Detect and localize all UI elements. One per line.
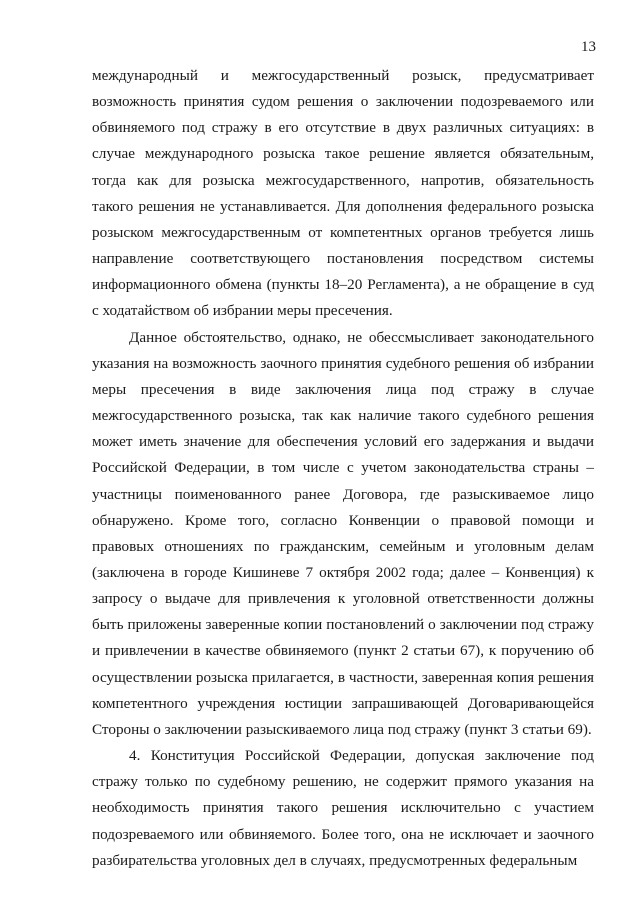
paragraph-continuation: международный и межгосударственный розыск, предусматривает возможность принятия судом решения о заключении подозреваемого или обвиняемого под стражу в его отсутствие в двух различных ситуациях: в случае международного розыска такое решение является обязательным, тогда как для розыска межгосударственного, напротив, обязательность такого решения не устанавливается. Для дополнения федерального розыска розыском межгосударственным от компетентных органов требуется лишь направление соответствующего постановления посредством системы информационного обмена (пункты 18–20 Регламента), а не обращение в суд с ходатайством об избрании меры пресечения. [92,67,594,320]
page-number: 13 [581,39,596,55]
body-text [92,63,594,874]
paragraph-circumstance: Данное обстоятельство, однако, не обессмысливает законодательного указания на возможность заочного принятия судебного решения об избрании меры пресечения в виде заключения лица под стражу в случае межгосударственного розыска, так как наличие такого судебного решения может иметь значение для обеспечения условий его задержания и выдачи Российской Федерации, в том числе с учетом законодательства страны – участницы поименованного ранее Договора, где разыскиваемое лицо обнаружено. Кроме того, согласно Конвенции о правовой помощи и правовых отношениях по гражданским, семейным и уголовным делам (заключена в городе Кишиневе 7 октября 2002 года; далее – Конвенция) к запросу о выдаче для привлечения к уголовной ответственности должны быть приложены заверенные копии постановлений о заключении под стражу и привлечении в качестве обвиняемого (пункт 2 статьи 67), к поручению об осуществлении розыска прилагается, в частности, заверенная копия решения компетентного учреждения юстиции запрашивающей Договаривающейся Стороны о заключении разыскиваемого лица под стражу (пункт 3 статьи 69). [92,328,594,738]
paragraph-section-4: 4. Конституция Российской Федерации, допуская заключение под стражу только по судебному решению, не содержит прямого указания на необходимость принятия такого решения исключительно с участием подозреваемого или обвиняемого. Более того, она не исключает и заочного разбирательства уголовных дел в случаях, предусмотренных федеральным [92,747,594,869]
